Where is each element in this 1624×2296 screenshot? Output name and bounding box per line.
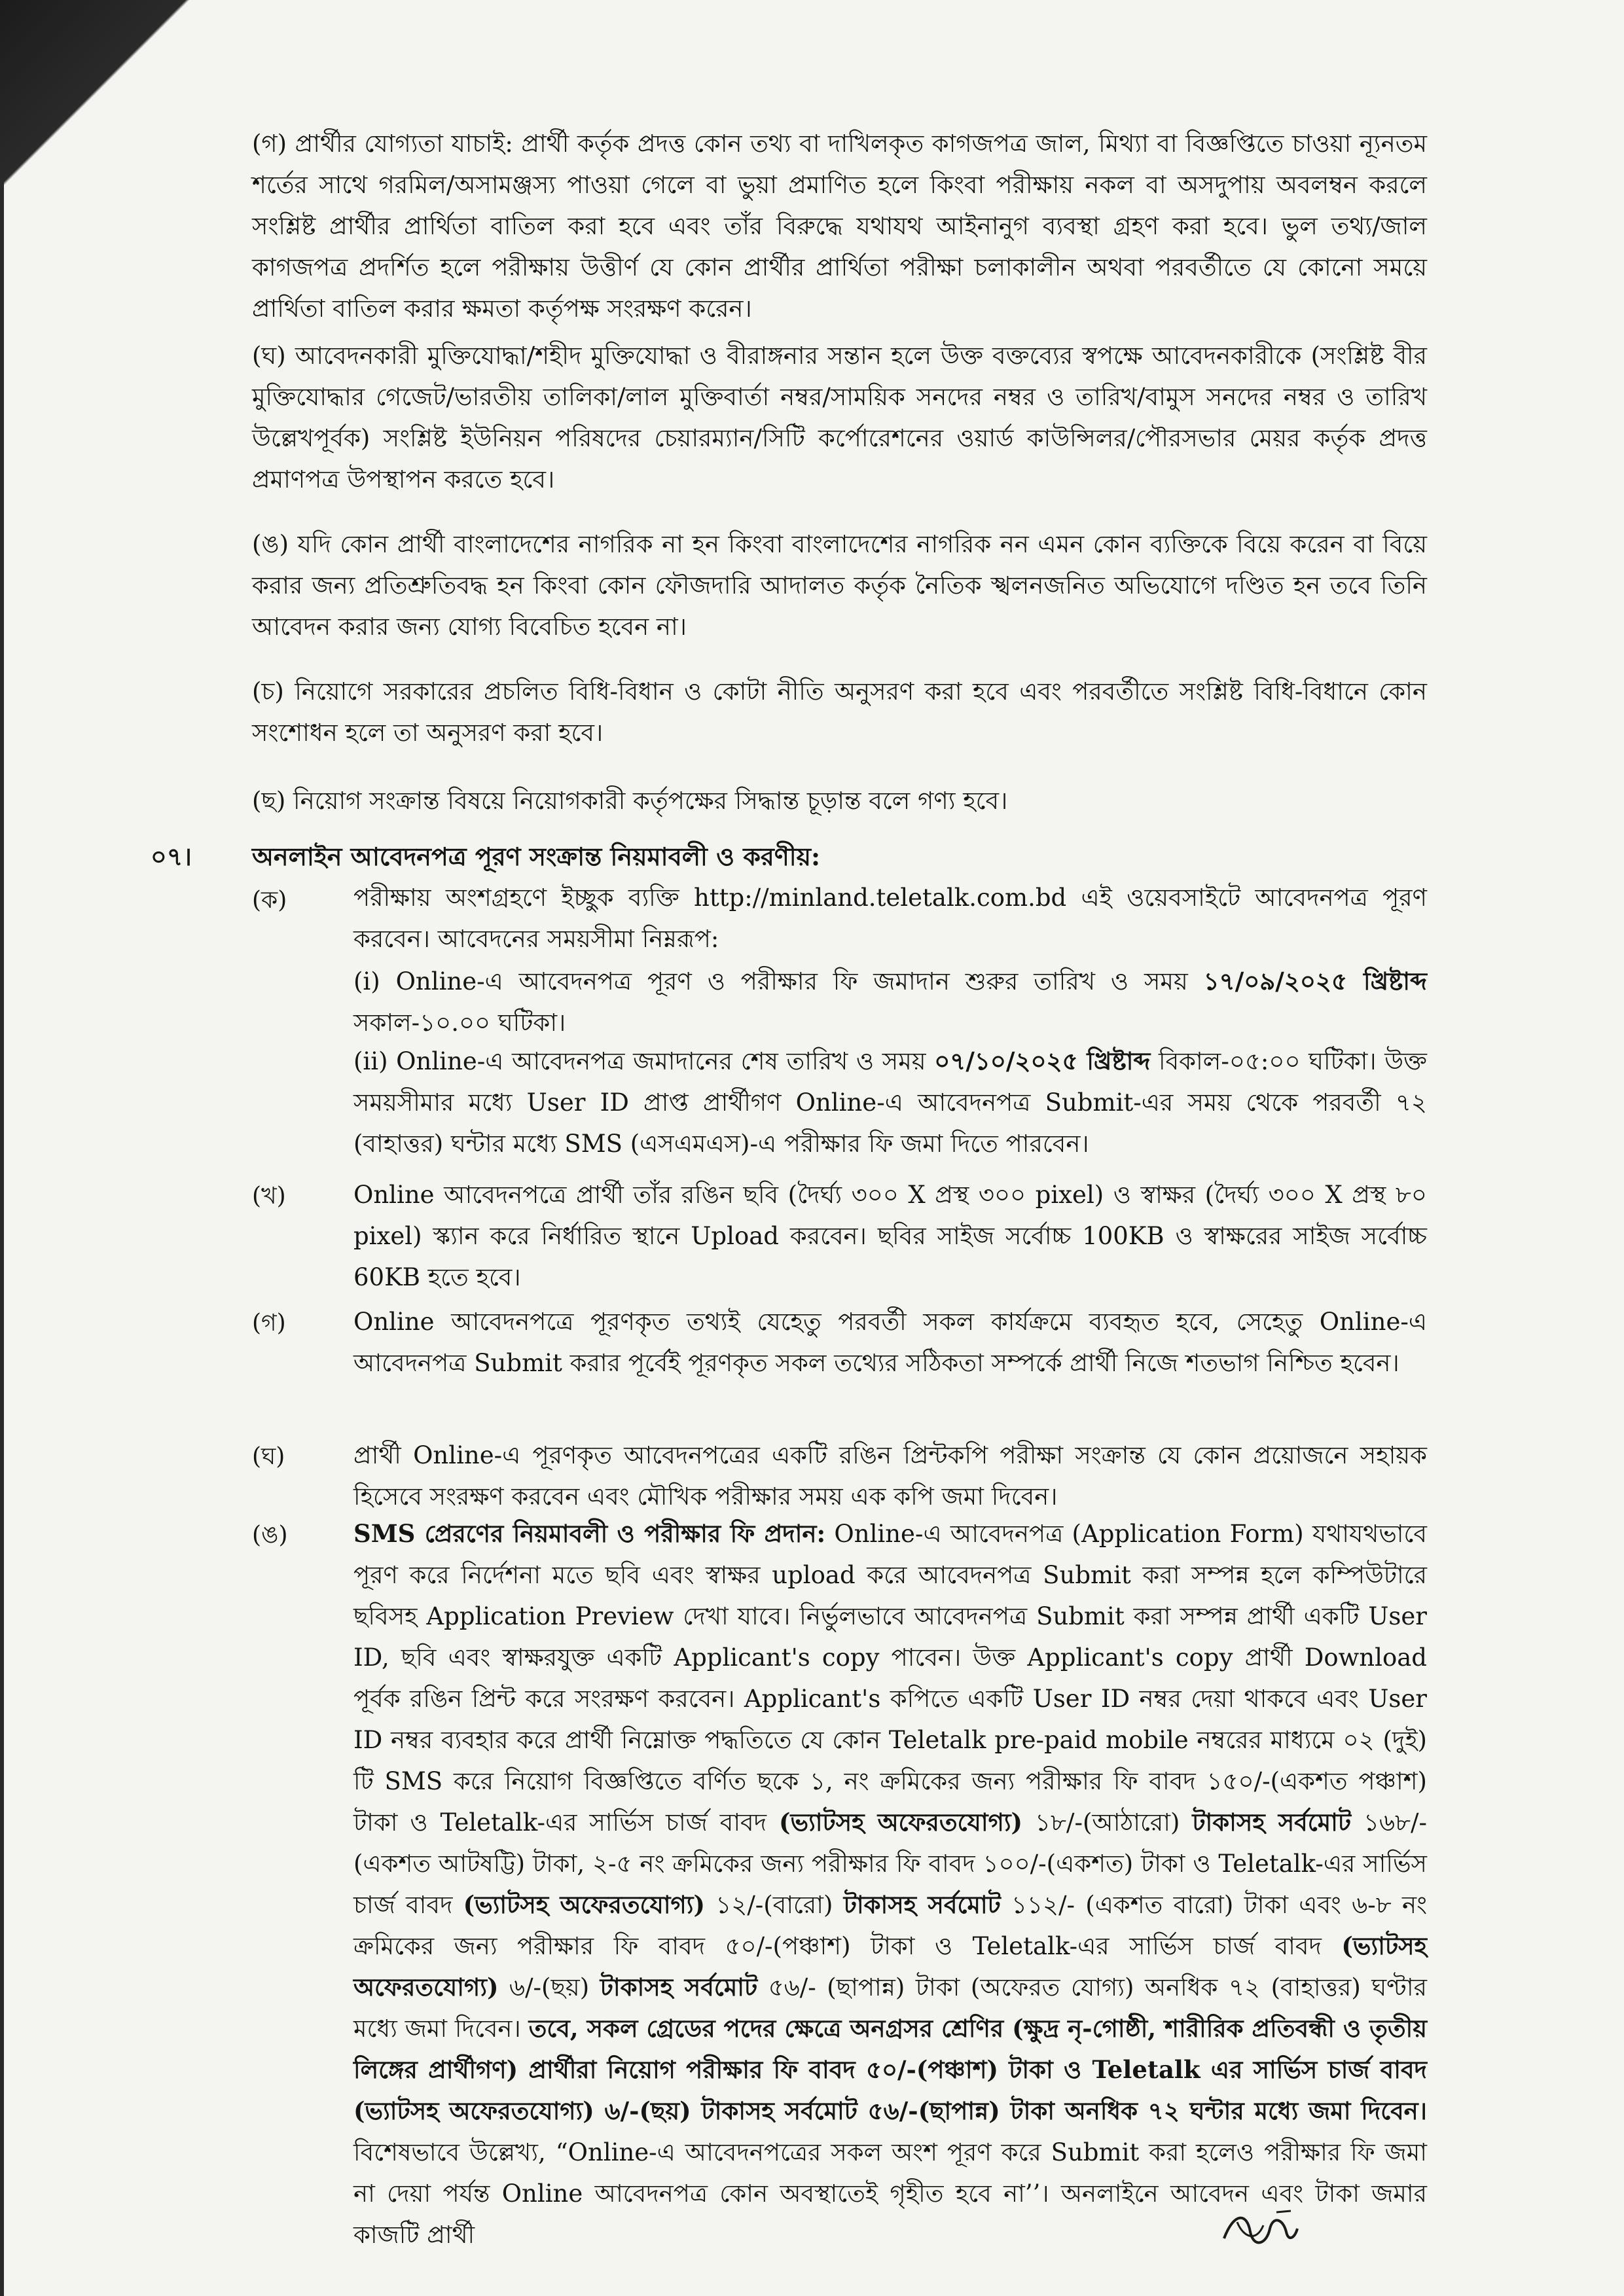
item-ga-text: Online আবেদনপত্রে পূরণকৃত তথ্যই যেহেতু পরবর্তী সকল কার্যক্রমে ব্যবহৃত হবে, সেহেতু Online-এ আবেদনপত্র Submit করার পূর্বেই পূরণকৃত সকল তথ্যের সঠিকতা সম্পর্কে প্রার্থী নিজে শতভাগ নিশ্চিত হবেন। (353, 1308, 1427, 1377)
item-ka-text: পরীক্ষায় অংশগ্রহণে ইচ্ছুক ব্যক্তি http://minland.teletalk.com.bd এই ওয়েবসাইটে আবেদনপত্র পূরণ করবেন। আবেদনের সময়সীমা নিম্নরূপ: (353, 884, 1427, 953)
paragraph-umo: (ঙ) যদি কোন প্রার্থী বাংলাদেশের নাগরিক না হন কিংবা বাংলাদেশের নাগরিক নন এমন কোন ব্যক্তিকে বিয়ে করেন বা বিয়ে করার জন্য প্রতিশ্রুতিবদ্ধ হন কিংবা কোন ফৌজদারি আদালত কর্তৃক নৈতিক স্খলনজনিত অভিযোগে দণ্ডিত হন তবে তিনি আবেদন করার জন্য যোগ্য বিবেচিত হবেন না। (252, 530, 1427, 641)
umo-text-2: ১৮/-(আঠারো) (1022, 1808, 1193, 1837)
sms-rules-title: SMS প্রেরণের নিয়মাবলী ও পরীক্ষার ফি প্রদান: (353, 1519, 826, 1548)
paragraph-ga: (গ) প্রার্থীর যোগ্যতা যাচাই: প্রার্থী কর্তৃক প্রদত্ত কোন তথ্য বা দাখিলকৃত কাগজপত্র জাল, মিথ্যা বা বিজ্ঞপ্তিতে চাওয়া ন্যূনতম শর্তের সাথে গরমিল/অসামঞ্জস্য পাওয়া গেলে বা ভুয়া প্রমাণিত হলে কিংবা পরীক্ষায় নকল বা অসদুপায় অবলম্বন করলে সংশ্লিষ্ট প্রার্থীর প্রার্থিতা বাতিল করা হবে এবং তাঁর বিরুদ্ধে যথাযথ আইনানুগ ব্যবস্থা গ্রহণ করা হবে। ভুল তথ্য/জাল কাগজপত্র প্রদর্শিত হলে পরীক্ষায় উত্তীর্ণ যে কোন প্রার্থীর প্রার্থিতা পরীক্ষা চলাকালীন অথবা পরবর্তীতে যে কোনো সময়ে প্রার্থিতা বাতিল করার ক্ষমতা কর্তৃপক্ষ সংরক্ষণ করেন। (252, 130, 1427, 323)
start-date: ১৭/০৯/২০২৫ খ্রিষ্টাব্দ (1203, 967, 1427, 996)
handwritten-signature (1218, 2193, 1303, 2265)
paragraph-chha: (ছ) নিয়োগ সংক্রান্ত বিষয়ে নিয়োগকারী কর্তৃপক্ষের সিদ্ধান্ত চূড়ান্ত বলে গণ্য হবে। (252, 787, 1008, 815)
umo-text-7: ৫৬/- (ছাপান্ন) টাকা (অফেরত যোগ্য) অনধিক ৭২ (বাহাত্তর) ঘণ্টার মধ্যে জমা দিবেন। (353, 1973, 1427, 2043)
item-marker-ga: (গ) (252, 1310, 286, 1336)
sub1-text: (i) Online-এ আবেদনপত্র পূরণ ও পরীক্ষার ফি জমাদান শুরুর তারিখ ও সময় (353, 967, 1204, 996)
umo-text-8: বিশেষভাবে উল্লেখ্য, “Online-এ আবেদনপত্রের সকল অংশ পূরণ করে Submit করা হলেও পরীক্ষার ফি জমা না দেয়া পর্যন্ত Online আবেদনপত্র কোন অবস্থাতেই গৃহীত হবে না’’। অনলাইনে আবেদন এবং টাকা জমার কাজটি প্রার্থী (353, 2138, 1427, 2249)
umo-bold-6: টাকাসহ সর্বমোট (600, 1973, 758, 2001)
sub1-time: সকাল-১০.০০ ঘটিকা। (353, 1009, 566, 1037)
umo-bold-7: তবে, সকল গ্রেডের পদের ক্ষেত্রে অনগ্রসর শ্রেণির (ক্ষুদ্র নৃ-গোষ্ঠী, শারীরিক প্রতিবন্ধী ও তৃতীয় লিঙ্গের প্রার্থীগণ) প্রার্থীরা নিয়োগ পরীক্ষার ফি বাবদ ৫০/-(পঞ্চাশ) টাকা ও Teletalk এর সার্ভিস চার্জ বাবদ (ভ্যাটসহ অফেরতযোগ্য) ৬/-(ছয়) টাকাসহ সর্বমোট ৫৬/-(ছাপান্ন) টাকা অনধিক ৭২ ঘন্টার মধ্যে জমা দিবেন। (353, 2014, 1427, 2125)
paragraph-cha: (চ) নিয়োগে সরকারের প্রচলিত বিধি-বিধান ও কোটা নীতি অনুসরণ করা হবে এবং পরবর্তীতে সংশ্লিষ্ট বিধি-বিধানে কোন সংশোধন হলে তা অনুসরণ করা হবে। (252, 677, 1427, 747)
umo-text-3: ১৬৮/- (একশত আটষট্টি) টাকা, ২-৫ নং ক্রমিকের জন্য পরীক্ষার ফি বাবদ ১০০/-(একশত) টাকা ও Teletalk-এর সার্ভিস চার্জ বাবদ (353, 1808, 1428, 1919)
item-kha-text: Online আবেদনপত্রে প্রার্থী তাঁর রঙিন ছবি (দৈর্ঘ্য ৩০০ X প্রস্থ ৩০০ pixel) ও স্বাক্ষর (দৈর্ঘ্য ৩০০ X প্রস্থ ৮০ pixel) স্ক্যান করে নির্ধারিত স্থানে Upload করবেন। ছবির সাইজ সর্বোচ্চ 100KB ও স্বাক্ষরের সাইজ সর্বোচ্চ 60KB হতে হবে। (353, 1181, 1427, 1291)
umo-text-6: ৬/-(ছয়) (498, 1973, 600, 2001)
sub2-text: (ii) Online-এ আবেদনপত্র জমাদানের শেষ তারিখ ও সময় (353, 1047, 935, 1075)
umo-text-1: Online-এ আবেদনপত্র (Application Form) যথাযথভাবে পূরণ করে নির্দেশনা মতে ছবি এবং স্বাক্ষর upload করে আবেদনপত্র Submit করা সম্পন্ন হলে কম্পিউটারে ছবিসহ Application Preview দেখা যাবে। নির্ভুলভাবে আবেদনপত্র Submit করা সম্পন্ন প্রার্থী একটি User ID, ছবি এবং স্বাক্ষরযুক্ত একটি Applicant's copy পাবেন। উক্ত Applicant's copy প্রার্থী Download পূর্বক রঙিন প্রিন্ট করে সংরক্ষণ করবেন। Applicant's কপিতে একটি User ID নম্বর দেয়া থাকবে এবং User ID নম্বর ব্যবহার করে প্রার্থী নিম্নোক্ত পদ্ধতিতে যে কোন Teletalk pre-paid mobile নম্বরের মাধ্যমে ০২ (দুই) টি SMS করে নিয়োগ বিজ্ঞপ্তিতে বর্ণিত ছকে ১, নং ক্রমিকের জন্য পরীক্ষার ফি বাবদ ১৫০/-(একশত পঞ্চাশ) টাকা ও Teletalk-এর সার্ভিস চার্জ বাবদ (353, 1520, 1427, 1837)
item-ka-sub1 (353, 961, 1427, 1043)
umo-bold-5: (ভ্যাটসহ অফেরতযোগ্য) (353, 1931, 1427, 2001)
item-umo-text (353, 1513, 1427, 2255)
item-marker-umo: (ঙ) (252, 1522, 288, 1549)
item-marker-kha: (খ) (252, 1183, 286, 1210)
umo-text-5: ১১২/- (একশত বারো) টাকা এবং ৬-৮ নং ক্রমিকের জন্য পরীক্ষার ফি বাবদ ৫০/-(পঞ্চাশ) টাকা ও Teletalk-এর সার্ভিস চার্জ বাবদ (353, 1891, 1428, 1960)
item-marker-ka: (ক) (252, 887, 287, 914)
section-number: ০৭। (151, 842, 192, 871)
end-date: ০৭/১০/২০২৫ খ্রিষ্টাব্দ (934, 1047, 1151, 1075)
sub2-rest: বিকাল-০৫:০০ ঘটিকা। উক্ত সময়সীমার মধ্যে User ID প্রাপ্ত প্রার্থীগণ Online-এ আবেদনপত্র Submit-এর সময় থেকে পরবর্তী ৭২ (বাহাত্তর) ঘন্টার মধ্যে SMS (এসএমএস)-এ পরীক্ষার ফি জমা দিতে পারবেন। (353, 1047, 1427, 1158)
umo-bold-2: টাকাসহ সর্বমোট (1192, 1808, 1352, 1837)
umo-bold-1: (ভ্যাটসহ অফেরতযোগ্য) (779, 1808, 1023, 1837)
item-gha-text: প্রার্থী Online-এ পূরণকৃত আবেদনপত্রের একটি রঙিন প্রিন্টকপি পরীক্ষা সংক্রান্ত যে কোন প্রয়োজনে সহায়ক হিসেবে সংরক্ষণ করবেন এবং মৌখিক পরীক্ষার সময় এক কপি জমা দিবেন। (353, 1441, 1427, 1511)
umo-bold-3: (ভ্যাটসহ অফেরতযোগ্য) (463, 1890, 706, 1919)
umo-text-4: ১২/-(বারো) (705, 1891, 844, 1919)
section-title: অনলাইন আবেদনপত্র পূরণ সংক্রান্ত নিয়মাবলী ও করণীয়: (252, 842, 821, 871)
item-marker-gha: (ঘ) (252, 1443, 285, 1470)
paragraph-gha: (ঘ) আবেদনকারী মুক্তিযোদ্ধা/শহীদ মুক্তিযোদ্ধা ও বীরাঙ্গনার সন্তান হলে উক্ত বক্তব্যের স্বপক্ষে আবেদনকারীকে (সংশ্লিষ্ট বীর মুক্তিযোদ্ধার গেজেট/ভারতীয় তালিকা/লাল মুক্তিবার্তা নম্বর/সাময়িক সনদের নম্বর ও তারিখ/বামুস সনদের নম্বর ও তারিখ উল্লেখপূর্বক) সংশ্লিষ্ট ইউনিয়ন পরিষদের চেয়ারম্যান/সিটি কর্পোরেশনের ওয়ার্ড কাউন্সিলর/পৌরসভার মেয়র কর্তৃক প্রদত্ত প্রমাণপত্র উপস্থাপন করতে হবে। (252, 342, 1427, 493)
item-ka-sub2 (353, 1041, 1427, 1164)
umo-bold-4: টাকাসহ সর্বমোট (843, 1890, 1001, 1919)
